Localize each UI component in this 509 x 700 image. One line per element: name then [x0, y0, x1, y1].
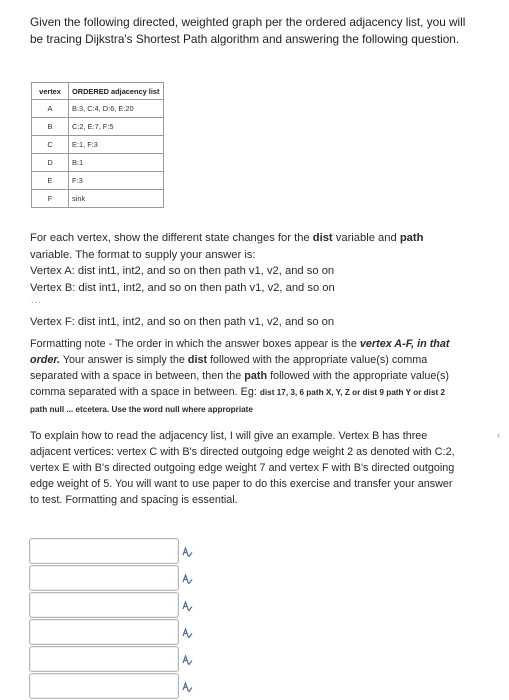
adjacency-cell: E:1, F:3 [69, 136, 164, 154]
spellcheck-icon[interactable] [181, 546, 193, 558]
instructions-block [30, 230, 460, 296]
spellcheck-icon[interactable] [181, 573, 193, 585]
answer-input-vertex-d[interactable] [29, 619, 179, 645]
answer-input-vertex-f[interactable] [29, 673, 179, 699]
answer-input-vertex-e[interactable] [29, 646, 179, 672]
table-row [32, 172, 164, 190]
vertex-cell: F [32, 190, 69, 208]
ellipsis: ... [31, 295, 42, 305]
formatting-text: followed with the appropriate value(s) comma separated with a space in between, then the [30, 354, 428, 382]
table-row [32, 100, 164, 118]
spellcheck-icon[interactable] [181, 627, 193, 639]
spellcheck-icon[interactable] [181, 681, 193, 693]
path-keyword: path [244, 370, 268, 382]
formatting-text: Your answer is simply the [60, 354, 188, 366]
formatting-text: followed with the appropriate value(s) comma separated with a space in between. Eg: [30, 370, 449, 398]
formatting-emphasis: vertex A-F, in that order. [30, 338, 450, 366]
spellcheck-icon[interactable] [181, 600, 193, 612]
adjacency-cell: B:1 [69, 154, 164, 172]
vertex-cell: B [32, 118, 69, 136]
header-adjacency: ORDERED adjacency list [69, 83, 164, 100]
instructions-text: variable and [332, 232, 400, 244]
formatting-note [30, 336, 460, 418]
answer-input-vertex-a[interactable] [29, 538, 179, 564]
vertex-cell: E [32, 172, 69, 190]
formatting-text: Formatting note - The order in which the answer boxes appear is the [30, 338, 360, 350]
vertex-cell: D [32, 154, 69, 172]
table-row [32, 136, 164, 154]
chevron-right-icon[interactable]: ‹ [497, 430, 501, 441]
vertex-f-format: Vertex F: dist int1, int2, and so on then path v1, v2, and so on [30, 316, 335, 328]
dist-keyword: dist [312, 232, 333, 244]
instructions-text: variable. The format to supply your answer is: [30, 248, 256, 261]
adjacency-cell: F:3 [69, 172, 164, 190]
table-header-row [32, 83, 164, 100]
vertex-b-format: Vertex B: dist int1, int2, and so on then path v1, v2, and so on [30, 281, 335, 294]
formatting-example: dist 17, 3, 6 path X, Y, Z or dist 9 path Y or dist 2 path null ... etcetera. Use the word null where appropriate [30, 388, 446, 414]
vertex-a-format: Vertex A: dist int1, int2, and so on then path v1, v2, and so on [30, 265, 335, 277]
adjacency-cell: sink [69, 190, 164, 208]
table-row [32, 190, 164, 208]
vertex-cell: A [32, 100, 69, 118]
path-keyword: path [399, 232, 424, 244]
instructions-text: For each vertex, show the different state changes for the [30, 232, 313, 244]
adjacency-cell: C:2, E:7, F:5 [69, 118, 164, 136]
answer-input-vertex-c[interactable] [29, 592, 179, 618]
header-vertex: vertex [32, 83, 69, 100]
dist-keyword: dist [187, 354, 208, 366]
spellcheck-icon[interactable] [181, 654, 193, 666]
adjacency-cell: B:3, C:4, D:6, E:20 [69, 100, 164, 118]
table-row [32, 154, 164, 172]
adjacency-table [31, 82, 164, 208]
vertex-cell: C [32, 136, 69, 154]
table-row [32, 118, 164, 136]
answer-input-vertex-b[interactable] [29, 565, 179, 591]
question-intro: Given the following directed, weighted graph per the ordered adjacency list, you will be tracing Dijkstra's Shortest Path algorithm and answering the following question. [30, 15, 466, 46]
explanation-text: To explain how to read the adjacency list, I will give an example. Vertex B has three adjacent vertices: vertex C with B's directed outgoing edge weight 2 as denoted with C:2, vertex E with B's directed outgoing edge weight 7 and vertex F with B's directed outgoing edge weight of 5. You will want to use paper to do this exercise and transfer your answer to test. Formatting and spacing is essential. [30, 430, 455, 506]
